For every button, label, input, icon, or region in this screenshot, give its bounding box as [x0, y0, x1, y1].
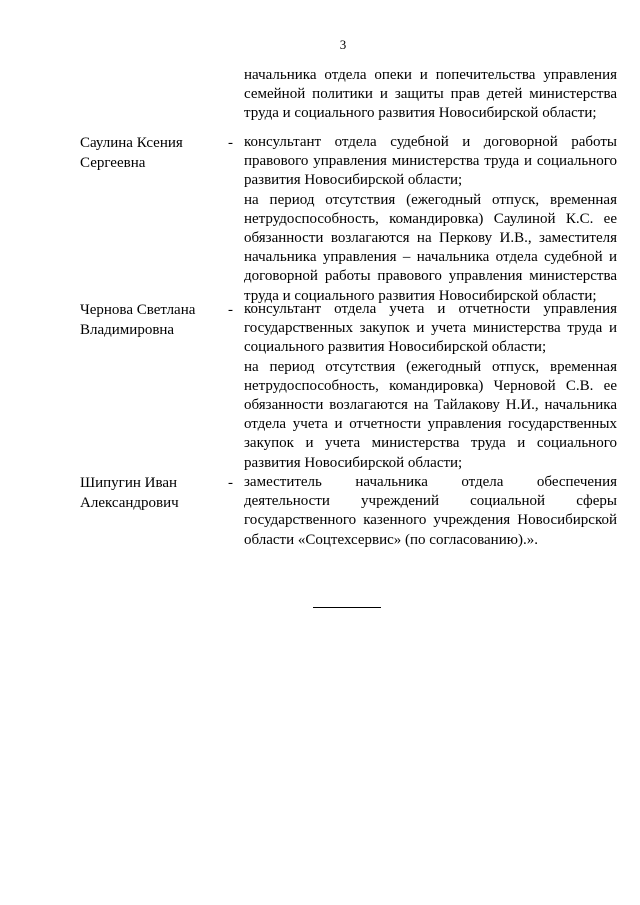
entry-description [244, 66, 617, 124]
person-name [80, 300, 230, 340]
entry-description [244, 473, 617, 550]
separator-dash: - [228, 475, 233, 491]
separator-dash: - [228, 302, 233, 318]
description-paragraph: консультант отдела учета и отчетности управления государственных закупок и учета министерства труда и социального развития Новосибирской области; [244, 301, 617, 356]
person-patronymic: Владимировна [80, 322, 175, 338]
separator-dash: - [228, 135, 233, 151]
page-number: 3 [339, 37, 347, 52]
closing-rule [313, 607, 381, 608]
description-paragraph: заместитель начальника отдела обеспечения деятельности учреждений социальной сферы государственного казенного учреждения Новосибирской области «Соцтехсервис» (по согласованию).». [244, 474, 617, 548]
person-surname-first: Саулина Ксения [80, 135, 183, 151]
person-name [80, 133, 230, 173]
person-surname-first: Чернова Светлана [80, 302, 196, 318]
description-paragraph: консультант отдела судебной и договорной работы правового управления министерства труда и социального развития Новосибирской области; [244, 134, 617, 189]
person-patronymic: Сергеевна [80, 155, 146, 171]
entry-description [244, 133, 617, 306]
person-surname-first: Шипугин Иван [80, 475, 178, 491]
description-paragraph: начальника отдела опеки и попечительства управления семейной политики и защиты прав детей министерства труда и социального развития Новосибирской области; [244, 67, 617, 122]
description-paragraph: на период отсутствия (ежегодный отпуск, временная нетрудоспособность, командировка) Черновой С.В. ее обязанности возлагаются на Тайлакову Н.И., начальника отдела учета и отчетности управления государственных закупок и учета министерства труда и социального развития Новосибирской области; [244, 358, 617, 471]
person-name [80, 473, 230, 513]
person-patronymic: Александрович [80, 495, 179, 511]
description-paragraph: на период отсутствия (ежегодный отпуск, временная нетрудоспособность, командировка) Саулиной К.С. ее обязанности возлагаются на Перкову И.В., заместителя начальника управления – начальника отдела судебной и договорной работы правового управления министерства труда и социального развития Новосибирской области; [244, 191, 617, 304]
entry-description [244, 300, 617, 473]
